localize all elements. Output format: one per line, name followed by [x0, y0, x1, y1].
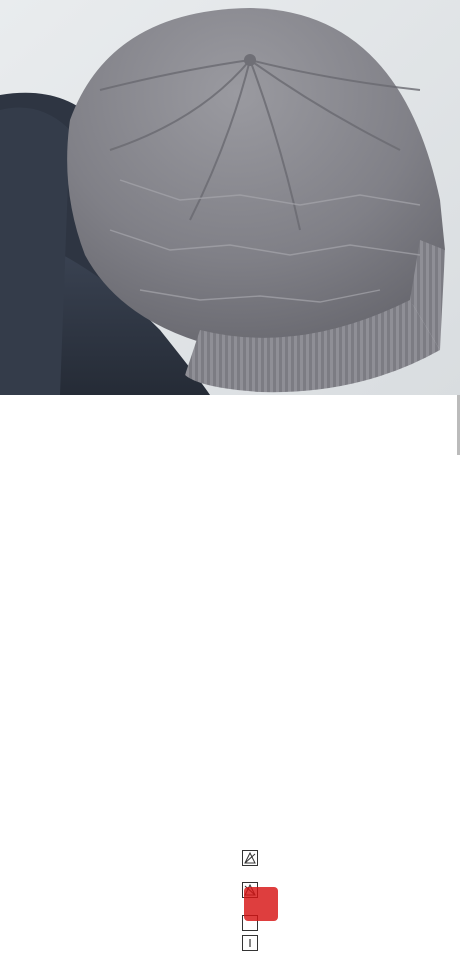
hat-photo: [0, 0, 460, 395]
knitting-chart: [60, 460, 240, 959]
bar-cell-icon: [242, 935, 258, 951]
triangle-right-icon: [242, 850, 258, 866]
pattern-sheet: [0, 395, 460, 959]
watermark-logo: [244, 887, 278, 921]
